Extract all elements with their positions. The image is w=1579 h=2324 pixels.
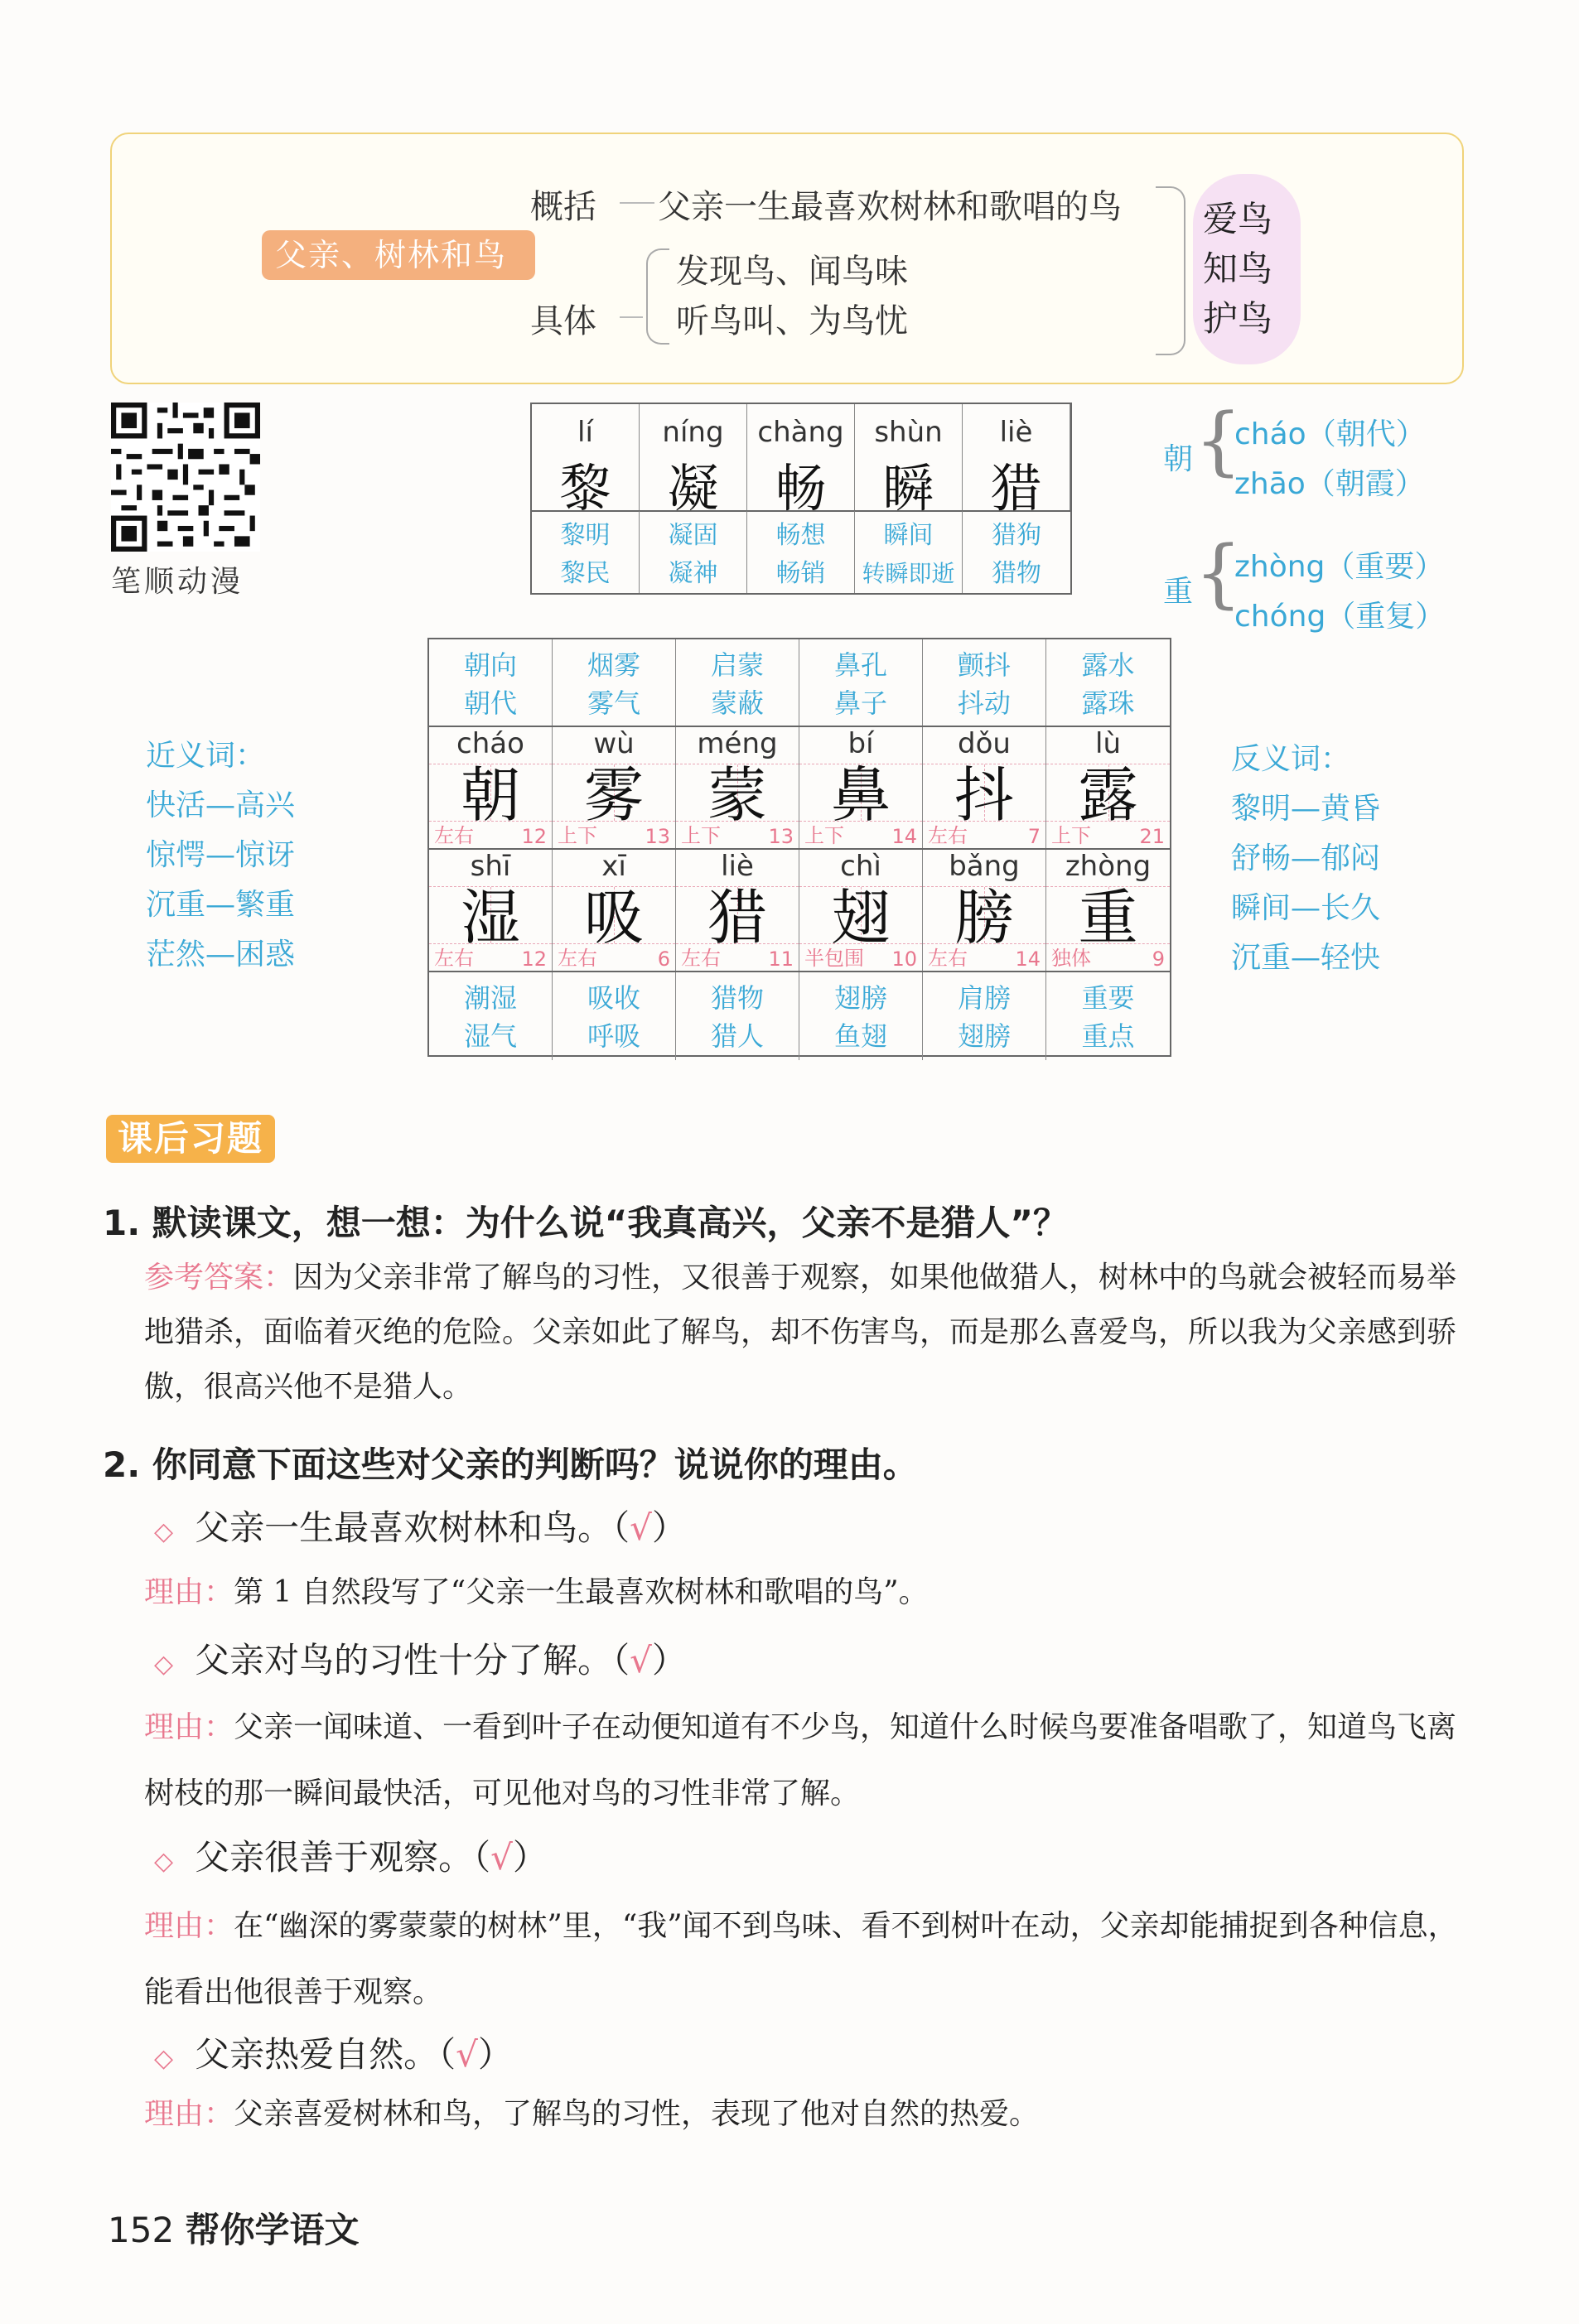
judgement-4 xyxy=(154,2027,513,2077)
juti-line-2: 听鸟叫、为鸟忧 xyxy=(676,302,908,340)
pinyin: lí xyxy=(577,416,593,449)
stroke-count: 6 xyxy=(657,947,670,971)
hanzi: 畅 xyxy=(775,458,827,518)
answer-1 xyxy=(144,1251,1470,1415)
char-cell xyxy=(923,850,1046,972)
poly-zhao-2: zhāo（朝霞） xyxy=(1234,467,1425,501)
word: 露水 xyxy=(1081,649,1135,681)
reason-text: 第 1 自然段写了“父亲一生最喜欢树林和歌唱的鸟”。 xyxy=(234,1575,929,1609)
hanzi: 猎 xyxy=(707,883,767,952)
word: 烟雾 xyxy=(587,649,640,681)
reason-text: 父亲喜爱树林和鸟，了解鸟的习性，表现了他对自然的热爱。 xyxy=(234,2097,1040,2131)
poly-zhao-char: 朝 xyxy=(1163,442,1194,476)
hanzi: 猎 xyxy=(990,458,1042,518)
char-cell xyxy=(429,850,553,972)
reason-label: 理由： xyxy=(144,1909,234,1943)
book-title: 帮你学语文 xyxy=(185,2210,360,2250)
top-word-cell xyxy=(855,510,963,593)
page-number: 152 xyxy=(108,2210,175,2250)
structure: 左右 xyxy=(681,947,721,970)
poly-zhong-2: chóng（重复） xyxy=(1234,600,1446,634)
word: 翅膀 xyxy=(957,1020,1011,1052)
judgement-3 xyxy=(154,1830,548,1880)
hanzi: 凝 xyxy=(667,458,719,518)
structure: 半包围 xyxy=(804,947,864,970)
word: 呼吸 xyxy=(587,1020,640,1052)
word: 猎物 xyxy=(710,982,764,1014)
answer-text: 因为父亲非常了解鸟的习性，又很善于观察，如果他做猎人，树林中的鸟就会被轻而易举地猎杀，面临着灭绝的危险。父亲如此了解鸟，却不伤害鸟，而是那么喜爱鸟，所以我为父亲感到骄傲，很高兴他不是猎人。 xyxy=(144,1261,1457,1404)
hanzi: 抖 xyxy=(954,760,1014,830)
check-mark: √ xyxy=(456,2034,478,2075)
word-row-bottom xyxy=(429,971,1170,1060)
stroke-count: 10 xyxy=(891,947,917,971)
char-cell xyxy=(1046,727,1170,850)
char-cell xyxy=(553,850,676,972)
hanzi: 瞬 xyxy=(882,458,934,518)
word: 启蒙 xyxy=(710,649,764,681)
structure: 独体 xyxy=(1051,947,1091,970)
hanzi: 露 xyxy=(1078,760,1138,830)
juti-label: 具体 xyxy=(530,302,596,340)
reason-2 xyxy=(144,1695,1470,1827)
judgement-close: ） xyxy=(512,1837,548,1878)
poly-zhao-1: cháo（朝代） xyxy=(1234,417,1426,451)
footer xyxy=(108,2203,360,2253)
top-char-cell xyxy=(747,404,855,518)
word-cell xyxy=(676,972,799,1060)
bird-know: 知鸟 xyxy=(1203,248,1273,289)
check-mark: √ xyxy=(630,1507,652,1548)
word: 黎明 xyxy=(560,521,611,550)
word: 重要 xyxy=(1081,982,1135,1014)
stroke-count: 21 xyxy=(1139,825,1165,848)
word-cell xyxy=(799,639,923,727)
pinyin: dǒu xyxy=(958,727,1011,760)
word: 猎人 xyxy=(710,1020,764,1052)
char-cell xyxy=(676,850,799,972)
hanzi: 翅 xyxy=(830,883,891,952)
pinyin: lù xyxy=(1095,727,1121,760)
hanzi: 朝 xyxy=(460,760,520,830)
word-row-top xyxy=(429,639,1170,727)
hanzi: 膀 xyxy=(954,883,1014,952)
structure: 左右 xyxy=(928,824,968,847)
stroke-count: 12 xyxy=(521,947,547,971)
diamond-icon: ◇ xyxy=(154,1650,174,1679)
word: 朝代 xyxy=(463,687,517,719)
structure: 上下 xyxy=(804,824,844,847)
pinyin: níng xyxy=(662,416,724,449)
pinyin: xī xyxy=(601,850,626,883)
stroke-count: 9 xyxy=(1152,947,1165,971)
judgement-1 xyxy=(154,1501,687,1550)
word: 肩膀 xyxy=(957,982,1011,1014)
word: 转瞬即逝 xyxy=(862,560,955,587)
pinyin: liè xyxy=(721,850,754,883)
word-cell xyxy=(1046,972,1170,1060)
char-cell xyxy=(676,727,799,850)
antonym-item: 舒畅—郁闷 xyxy=(1231,841,1381,875)
structure: 上下 xyxy=(681,824,721,847)
question-2: 2. 你同意下面这些对父亲的判断吗？说说你的理由。 xyxy=(103,1444,918,1485)
reason-label: 理由： xyxy=(144,1710,234,1744)
pinyin: zhòng xyxy=(1065,850,1152,883)
hanzi: 黎 xyxy=(559,458,611,518)
hanzi: 湿 xyxy=(460,883,520,952)
synonym-item: 沉重—繁重 xyxy=(146,888,296,922)
judgement-2 xyxy=(154,1633,687,1683)
word: 露珠 xyxy=(1081,687,1135,719)
summary-right-bracket xyxy=(1156,186,1185,355)
summary-tag: 父亲、树林和鸟 xyxy=(262,230,535,280)
word: 畅销 xyxy=(775,559,826,588)
poly-zhao-brace: { xyxy=(1195,398,1243,485)
word-cell xyxy=(799,972,923,1060)
qr-label: 笔顺动漫 xyxy=(111,565,244,599)
structure: 上下 xyxy=(558,824,597,847)
gaikuo-label: 概括 xyxy=(530,188,596,226)
stroke-count: 12 xyxy=(521,825,547,848)
word: 鼻子 xyxy=(833,687,887,719)
pinyin: méng xyxy=(697,727,778,760)
word: 潮湿 xyxy=(463,982,517,1014)
judgement-close: ） xyxy=(651,1640,687,1680)
antonym-item: 瞬间—长久 xyxy=(1231,891,1381,925)
char-cell xyxy=(799,850,923,972)
char-cell xyxy=(1046,850,1170,972)
word: 鼻孔 xyxy=(833,649,887,681)
synonym-item: 快活—高兴 xyxy=(146,788,296,822)
answer-label: 参考答案： xyxy=(144,1261,294,1295)
hanzi: 吸 xyxy=(583,883,644,952)
top-char-cell xyxy=(963,404,1070,518)
word: 黎民 xyxy=(560,559,611,588)
word: 蒙蔽 xyxy=(710,687,764,719)
word: 猎狗 xyxy=(992,521,1041,550)
pinyin: shùn xyxy=(874,416,943,449)
bird-love: 爱鸟 xyxy=(1203,199,1273,239)
juti-line-1: 发现鸟、闻鸟味 xyxy=(676,253,908,291)
diamond-icon: ◇ xyxy=(154,2044,174,2073)
top-char-cell xyxy=(532,404,640,518)
stroke-count: 13 xyxy=(645,825,670,848)
antonym-item: 沉重—轻快 xyxy=(1231,941,1381,975)
question-1: 1. 默读课文，想一想：为什么说“我真高兴，父亲不是猎人”？ xyxy=(103,1203,1069,1243)
reason-label: 理由： xyxy=(144,2097,234,2131)
judgement-text: 父亲对鸟的习性十分了解。（ xyxy=(195,1640,630,1680)
judgement-text: 父亲热爱自然。（ xyxy=(195,2034,456,2075)
judgement-text: 父亲一生最喜欢树林和鸟。（ xyxy=(195,1507,630,1548)
check-mark: √ xyxy=(490,1837,513,1878)
word-cell xyxy=(676,639,799,727)
reason-1 xyxy=(144,1565,1470,1620)
reason-text: 在“幽深的雾蒙蒙的树林”里，“我”闻不到鸟味、看不到树叶在动，父亲却能捕捉到各种信息，能看出他很善于观察。 xyxy=(144,1909,1458,2009)
word: 颤抖 xyxy=(957,649,1011,681)
char-cell xyxy=(429,727,553,850)
diamond-icon: ◇ xyxy=(154,1517,174,1546)
pinyin: bí xyxy=(847,727,874,760)
judgement-close: ） xyxy=(651,1507,687,1548)
top-char-cell xyxy=(855,404,963,518)
reason-text: 父亲一闻味道、一看到叶子在动便知道有不少鸟，知道什么时候鸟要准备唱歌了，知道鸟飞离树枝的那一瞬间最快活，可见他对鸟的习性非常了解。 xyxy=(144,1710,1457,1811)
word: 瞬间 xyxy=(883,521,934,550)
hanzi: 重 xyxy=(1078,883,1138,952)
word: 鱼翅 xyxy=(833,1020,887,1052)
structure: 左右 xyxy=(434,947,474,970)
structure: 左右 xyxy=(928,947,968,970)
word-cell xyxy=(1046,639,1170,727)
word-cell xyxy=(923,972,1046,1060)
word: 吸收 xyxy=(587,982,640,1014)
top-char-table xyxy=(530,403,1072,595)
poly-zhong-1: zhòng（重要） xyxy=(1234,550,1445,584)
antonyms-head: 反义词： xyxy=(1231,742,1351,776)
judgement-text: 父亲很善于观察。（ xyxy=(195,1837,491,1878)
structure: 上下 xyxy=(1051,824,1091,847)
synonym-item: 惊愕—惊讶 xyxy=(146,838,296,872)
reason-label: 理由： xyxy=(144,1575,234,1609)
word-cell xyxy=(429,639,553,727)
word: 雾气 xyxy=(587,687,640,719)
exercises-head: 课后习题 xyxy=(106,1115,275,1163)
diamond-icon: ◇ xyxy=(154,1847,174,1876)
antonym-item: 黎明—黄昏 xyxy=(1231,792,1381,826)
pinyin: wù xyxy=(593,727,635,760)
word: 抖动 xyxy=(957,687,1011,719)
gaikuo-text: 父亲一生最喜欢树林和歌唱的鸟 xyxy=(658,188,1122,226)
char-cell xyxy=(799,727,923,850)
top-word-cell xyxy=(747,510,855,593)
structure: 左右 xyxy=(434,824,474,847)
qr-code-icon[interactable] xyxy=(111,403,260,552)
stroke-count: 13 xyxy=(768,825,794,848)
char-row-2 xyxy=(429,848,1170,972)
word: 凝固 xyxy=(668,521,718,550)
pinyin: cháo xyxy=(456,727,524,760)
synonym-item: 茫然—困惑 xyxy=(146,938,296,972)
reason-4 xyxy=(144,2087,1470,2142)
juti-connector xyxy=(620,316,643,318)
bird-protect: 护鸟 xyxy=(1203,298,1273,339)
char-cell xyxy=(923,727,1046,850)
pinyin: bǎng xyxy=(949,850,1020,883)
top-word-cell xyxy=(963,510,1070,593)
gaikuo-connector xyxy=(620,202,654,204)
word: 翅膀 xyxy=(833,982,887,1014)
structure: 左右 xyxy=(558,947,597,970)
pinyin: shī xyxy=(470,850,511,883)
hanzi: 鼻 xyxy=(830,760,891,830)
word-cell xyxy=(553,972,676,1060)
top-word-cell xyxy=(640,510,747,593)
word: 重点 xyxy=(1081,1020,1135,1052)
stroke-count: 11 xyxy=(768,947,794,971)
word: 猎物 xyxy=(992,559,1041,588)
pinyin: chì xyxy=(840,850,881,883)
poly-zhong-char: 重 xyxy=(1163,575,1194,609)
top-word-cell xyxy=(532,510,640,593)
stroke-count: 14 xyxy=(1015,947,1041,971)
pinyin: chàng xyxy=(757,416,844,449)
reason-3 xyxy=(144,1893,1470,2026)
word: 凝神 xyxy=(668,559,718,588)
poly-zhong-brace: { xyxy=(1195,530,1243,617)
word-cell xyxy=(429,972,553,1060)
juti-bracket xyxy=(646,248,669,345)
word-cell xyxy=(553,639,676,727)
check-mark: √ xyxy=(630,1640,652,1680)
top-char-cell xyxy=(640,404,747,518)
stroke-count: 14 xyxy=(891,825,917,848)
judgement-close: ） xyxy=(477,2034,513,2075)
word: 朝向 xyxy=(463,649,517,681)
char-cell xyxy=(553,727,676,850)
stroke-count: 7 xyxy=(1027,825,1041,848)
hanzi: 雾 xyxy=(583,760,644,830)
char-row-1 xyxy=(429,726,1170,850)
char-study-table xyxy=(427,638,1171,1057)
word: 畅想 xyxy=(775,521,826,550)
word-cell xyxy=(923,639,1046,727)
word: 湿气 xyxy=(463,1020,517,1052)
hanzi: 蒙 xyxy=(707,760,767,830)
pinyin: liè xyxy=(999,416,1033,449)
synonyms-head: 近义词： xyxy=(146,739,266,773)
